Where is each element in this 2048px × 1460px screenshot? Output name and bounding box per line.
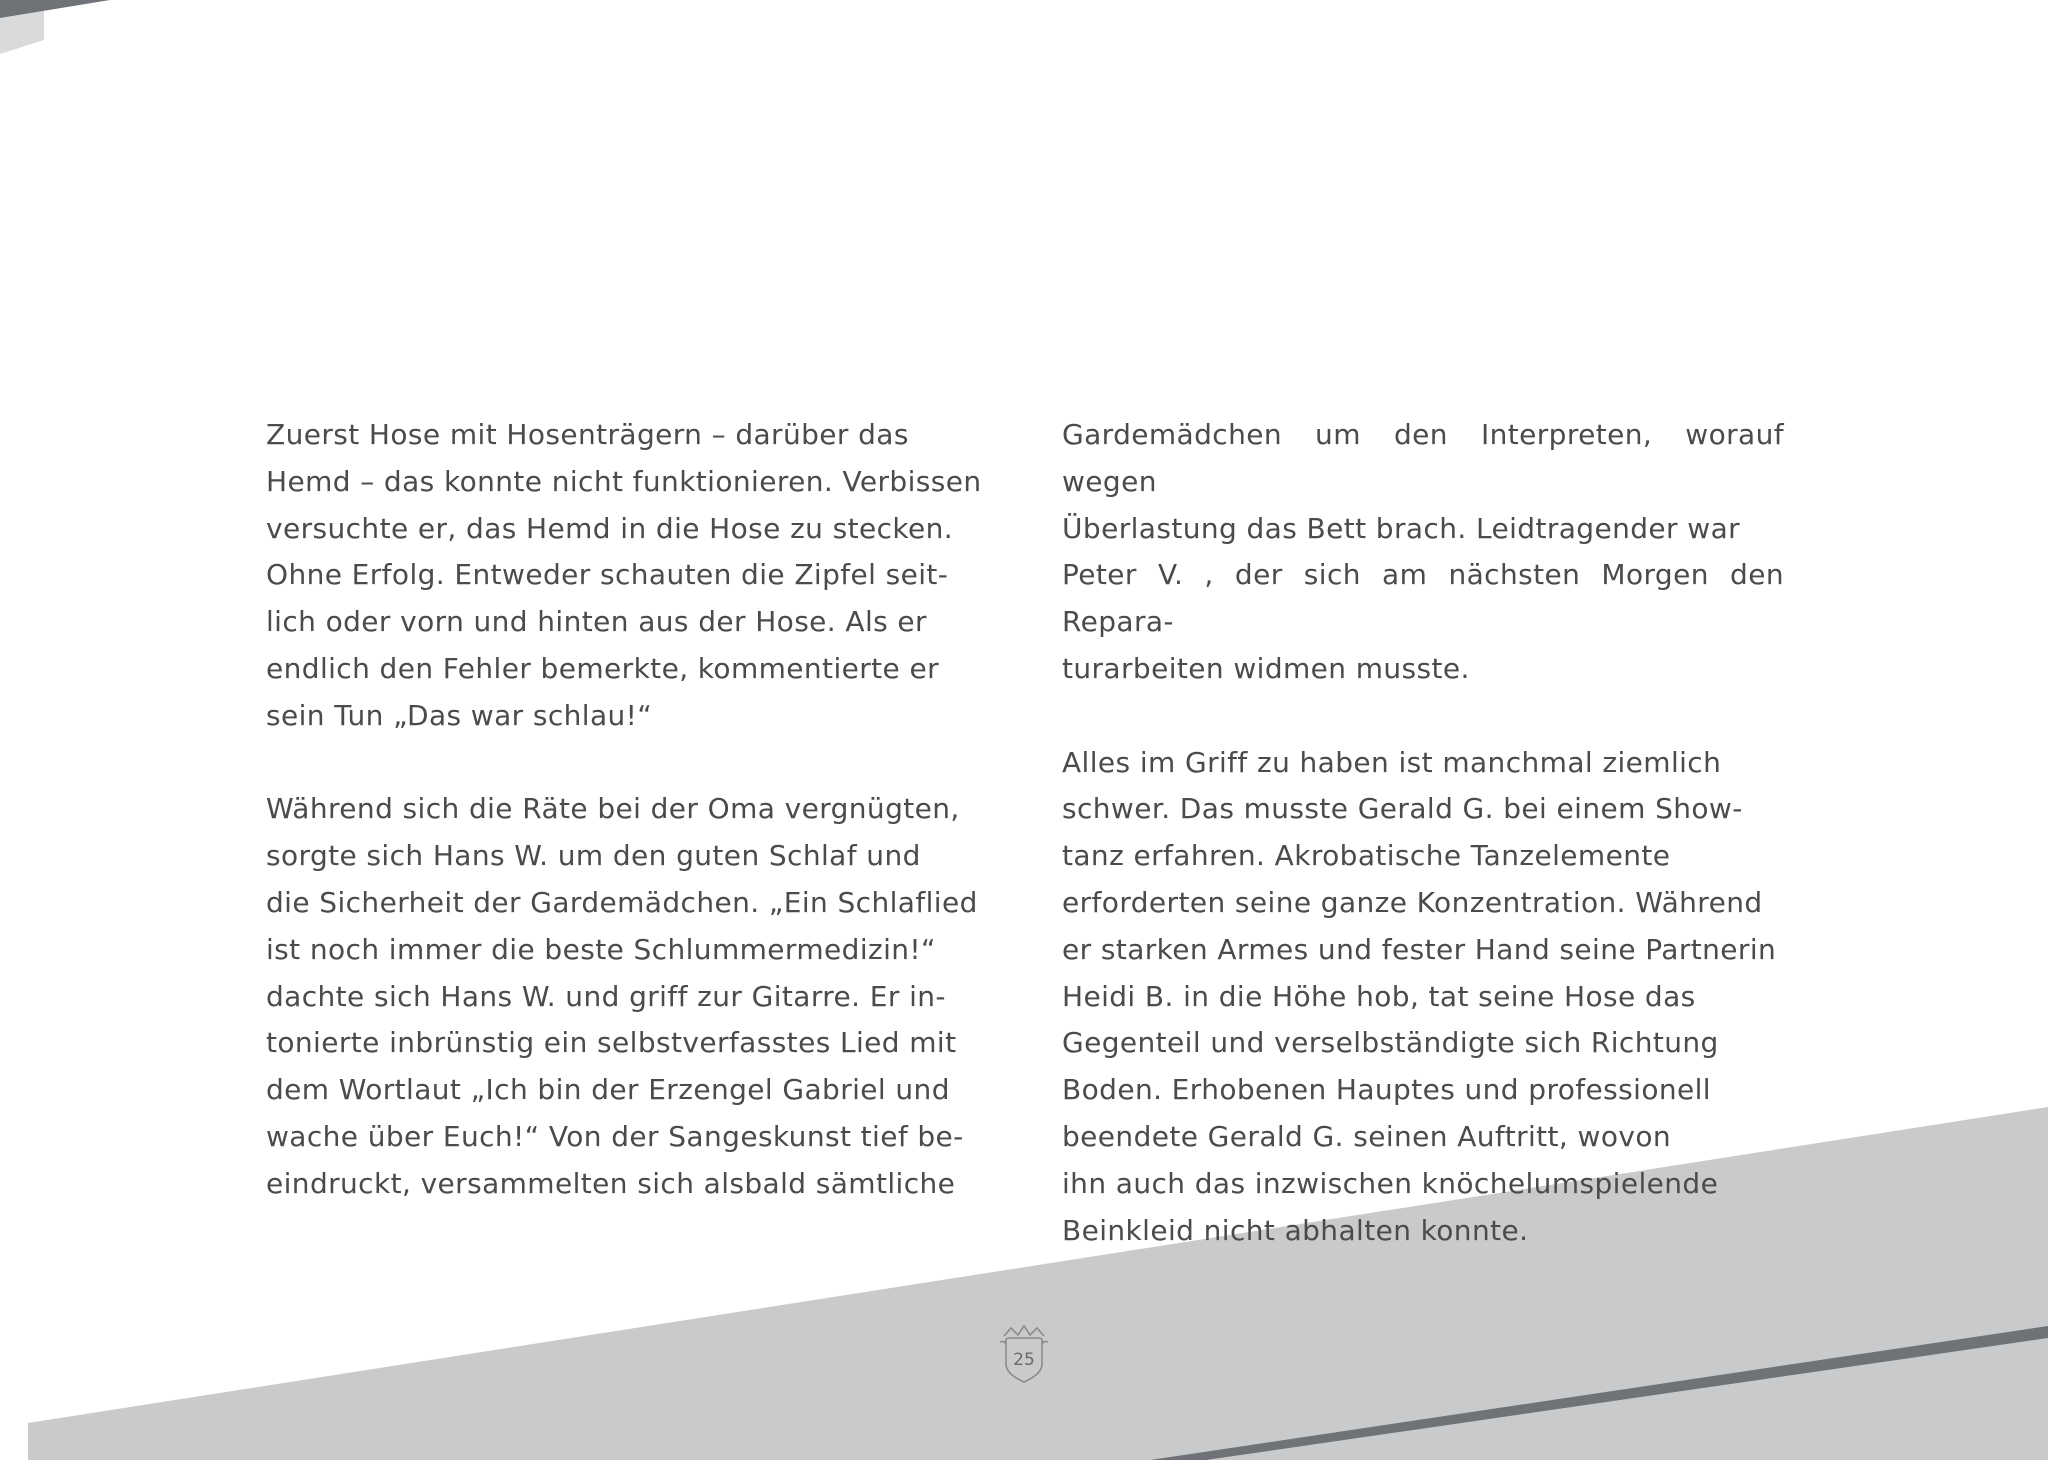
paragraph: Gardemädchen um den Interpreten, worauf wegen Überlastung das Bett brach. Leidtragender war Peter V. , der sich am nächsten Morgen den Repara- turarbeiten widmen musste. [1062, 418, 1784, 685]
page-number: 25 [1013, 1350, 1035, 1370]
paragraph: Während sich die Räte bei der Oma vergnügten, sorgte sich Hans W. um den guten Schlaf und die Sicherheit der Gardemädchen. „Ein Schlaflied ist noch immer die beste Schlummermedizin!“ dachte sich Hans W. und griff zur Gitarre. Er in- tonierte inbrünstig ein selbstverfasstes Lied mit dem Wortlaut „Ich bin der Erzengel Gabriel und wache über Euch!“ Von der Sangeskunst tief be- eindruckt, versammelten sich alsbald sämtliche [266, 792, 978, 1200]
text-column-left [266, 412, 988, 1254]
paragraph: Zuerst Hose mit Hosenträgern – darüber das Hemd – das konnte nicht funktionieren. Verbissen versuchte er, das Hemd in die Hose zu stecken. Ohne Erfolg. Entweder schauten die Zipfel seit- lich oder vorn und hinten aus der Hose. Als er endlich den Fehler bemerkte, kommentierte er sein Tun „Das war schlau!“ [266, 418, 982, 732]
top-corner-stripe-dark [0, 0, 110, 18]
page-number-emblem [996, 1322, 1052, 1386]
paragraph: Alles im Griff zu haben ist manchmal ziemlich schwer. Das musste Gerald G. bei einem Show- tanz erfahren. Akrobatische Tanzelemente erforderten seine ganze Konzentration. Während er starken Armes und fester Hand seine Partnerin Heidi B. in die Höhe hob, tat seine Hose das Gegenteil und verselbständigte sich Richtung Boden. Erhobenen Hauptes und professionell beendete Gerald G. seinen Auftritt, wovon ihn auch das inzwischen knöchelumspielende Beinkleid nicht abhalten konnte. [1062, 745, 1777, 1247]
text-column-right [1062, 412, 1784, 1301]
